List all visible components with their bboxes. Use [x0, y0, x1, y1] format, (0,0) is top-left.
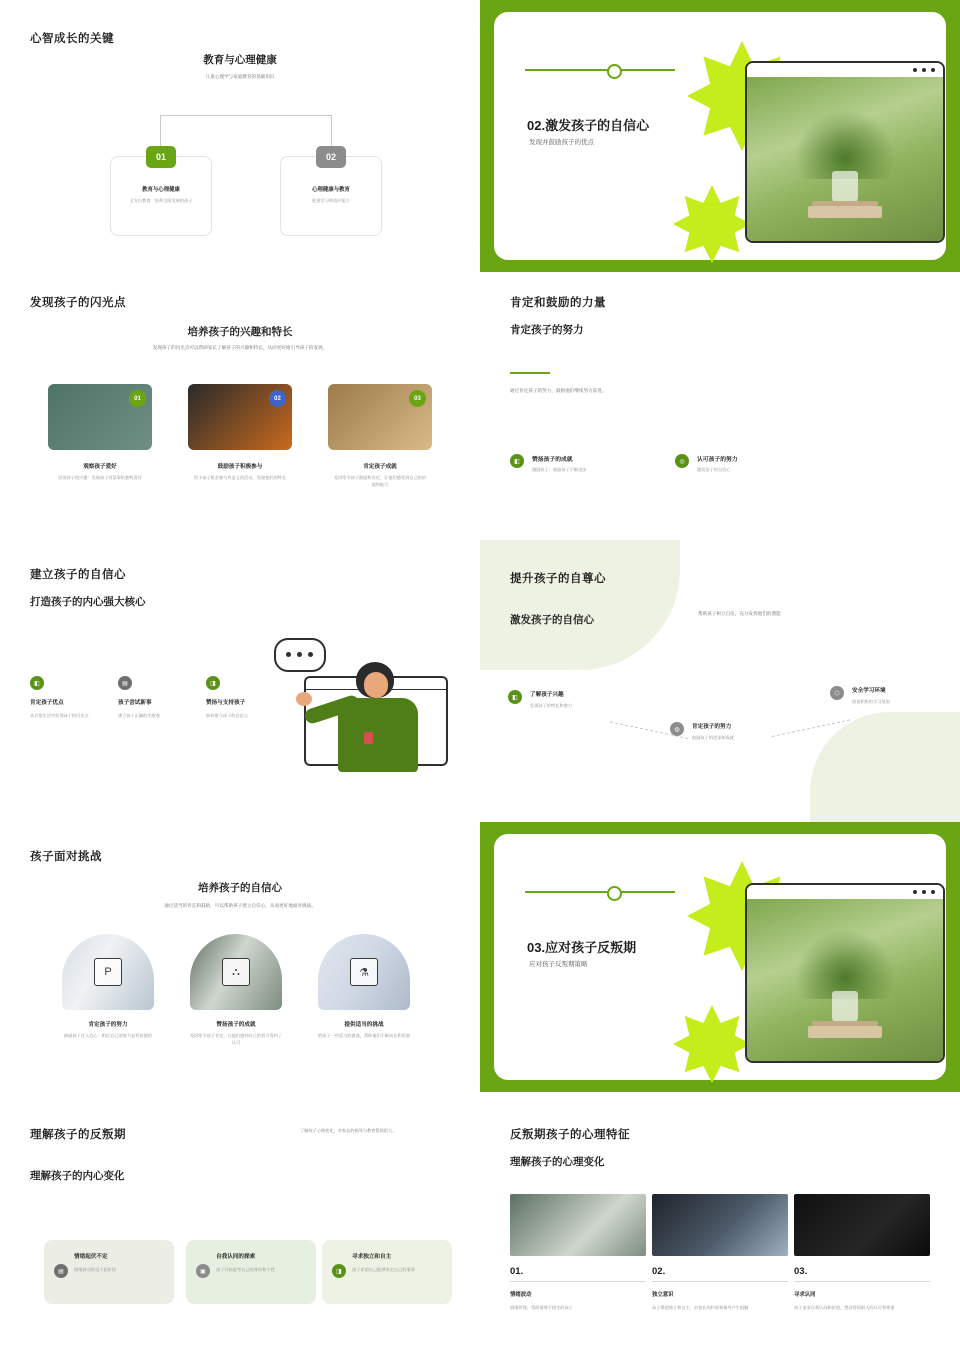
thumbnail-2[interactable]: [188, 384, 292, 450]
vase-shape: [832, 171, 858, 205]
book-icon: ▤: [118, 676, 132, 690]
panel-independence-label: 寻求独立和自主: [352, 1254, 392, 1260]
accent-rule: [510, 372, 550, 374]
arch-1-title: 肯定孩子的努力: [88, 1022, 128, 1028]
presentation-icon: P: [94, 958, 122, 986]
browser-mock: [745, 61, 945, 243]
slide1-kicker: 心智成长的关键: [30, 33, 114, 45]
thumb-1-title: 观察孩子爱好: [83, 464, 117, 470]
feature-recognize[interactable]: [675, 454, 738, 472]
slide5-title: 打造孩子的内心强大核心: [30, 596, 146, 608]
column-3-desc: 如何建立孩子的自信心: [206, 713, 248, 718]
slide6-title: 激发孩子的自信心: [510, 614, 594, 626]
trait-column-2[interactable]: [652, 1194, 788, 1312]
slide-self-esteem: [480, 540, 960, 822]
book-shape: [808, 1026, 882, 1038]
column-2[interactable]: [118, 676, 198, 718]
decor-dot-icon: [607, 886, 622, 901]
person-hand: [296, 692, 312, 706]
slide10-kicker: 反叛期孩子的心理特征: [510, 1129, 630, 1141]
thumb-3-desc: 及时给予孩子鼓励和肯定，让他们感受到自己的价值和能力: [333, 475, 427, 488]
megaphone-icon: ◧: [510, 454, 524, 468]
panel-identity[interactable]: [186, 1240, 316, 1304]
hands-icon: ◨: [206, 676, 220, 690]
hierarchy-icon: ⛬: [222, 958, 250, 986]
column-2-desc: 建立孩子正确的失败观: [118, 713, 160, 718]
column-3-label: 赞扬与支持孩子: [206, 700, 246, 706]
slide-discover-strengths: [0, 272, 480, 540]
thumb-1-desc: 识别孩子的兴趣：发现孩子对某事的独特喜好: [58, 475, 142, 480]
connector-line: [160, 115, 332, 146]
trait-3-label: 寻求认同: [794, 1292, 816, 1298]
plant-photo: [747, 77, 943, 241]
trait-2-image: [652, 1194, 788, 1256]
thumbs-up-icon: ◍: [670, 722, 684, 736]
id-badge-icon: [364, 732, 373, 744]
panel-emotions-label: 情绪起伏不定: [74, 1254, 108, 1260]
arch-image-3[interactable]: [318, 934, 410, 1010]
node-environment-label: 安全学习环境: [852, 688, 886, 694]
flag-icon: ◨: [332, 1264, 346, 1278]
slide8-heading: 03.应对孩子反叛期: [527, 940, 637, 955]
card-02-desc: 促进学习和适应能力: [312, 198, 350, 203]
slide7-subtitle: 通过适当的肯定和鼓励，可以帮助孩子建立自信心，从而更好地面对挑战。: [164, 903, 316, 908]
card-01-number: 01: [146, 146, 176, 168]
node-effort[interactable]: [670, 722, 734, 740]
leaves-shape: [795, 109, 895, 179]
trait-1-image: [510, 1194, 646, 1256]
slide3-subtitle: 发现孩子的闪光点可以帮助家长了解孩子的兴趣和特长，从而更好地引导孩子的发展。: [152, 345, 328, 350]
slide7-kicker: 孩子面对挑战: [30, 851, 102, 863]
node-effort-label: 肯定孩子的努力: [692, 724, 732, 730]
column-1-desc: 从日常生活中发现孩子的闪光点: [30, 713, 89, 718]
trait-1-number: 01.: [510, 1266, 524, 1277]
slide3-kicker: 发现孩子的闪光点: [30, 297, 126, 309]
plant-photo: [747, 899, 943, 1061]
illustration-person-laptop: [268, 636, 468, 796]
decor-blob-top: [480, 540, 680, 670]
card-01-title: 教育与心理健康: [142, 187, 180, 193]
slide-understanding-rebellion: [0, 1092, 480, 1352]
leaves-shape: [795, 929, 895, 999]
arch-2-desc: 及时给予孩子肯定，让他们感到自己的努力得到了认可: [189, 1033, 283, 1046]
divider: [794, 1281, 930, 1282]
column-2-label: 孩子尝试新事: [118, 700, 152, 706]
slide2-inner-panel: [494, 12, 946, 260]
arch-image-1[interactable]: [62, 934, 154, 1010]
slide1-title: 教育与心理健康: [203, 54, 277, 66]
panel-independence-desc: 孩子希望自己能够决定自己的事情: [352, 1267, 415, 1272]
slide2-subheading: 发现并鼓励孩子的优点: [529, 139, 594, 146]
panel-emotions-desc: 情绪波动常见于此阶段: [74, 1267, 116, 1272]
slide4-desc: 通过肯定孩子的努力，鼓励他们继续努力前进。: [510, 388, 607, 393]
slide-build-confidence: [0, 540, 480, 822]
node-environment[interactable]: [830, 686, 890, 704]
thumbnail-3[interactable]: [328, 384, 432, 450]
thumb-3-badge: 03: [409, 390, 426, 407]
thumb-2-desc: 给予孩子机会参与有意义的活动，发现他们的特长: [193, 475, 287, 480]
slide3-title: 培养孩子的兴趣和特长: [187, 326, 293, 338]
trait-2-label: 独立意识: [652, 1292, 674, 1298]
panel-identity-desc: 孩子开始思考自己的身份和个性: [216, 1267, 275, 1272]
slide-section-02-confidence: [480, 0, 960, 272]
starburst-icon-small: [673, 1005, 751, 1083]
arch-image-2[interactable]: [190, 934, 282, 1010]
trait-3-desc: 孩子追求自我认同和价值，想获得同龄人的认可和尊重: [794, 1305, 895, 1310]
arch-1-desc: 鼓励孩子注入信心：相信自己的努力是有价值的: [64, 1033, 152, 1038]
node-environment-desc: 创造积极的学习氛围: [852, 699, 890, 704]
slide-power-of-encouragement: [480, 272, 960, 540]
thumb-3-title: 肯定孩子成就: [363, 464, 397, 470]
column-1-label: 肯定孩子优点: [30, 700, 64, 706]
slide5-kicker: 建立孩子的自信心: [30, 569, 126, 581]
trait-3-image: [794, 1194, 930, 1256]
slide1-subtitle: 儿童心理学与家庭教育的基础知识: [205, 74, 275, 79]
slide4-kicker: 肯定和鼓励的力量: [510, 297, 606, 309]
card-02-number: 02: [316, 146, 346, 168]
trait-2-number: 02.: [652, 1266, 666, 1277]
slide9-desc: 了解孩子心理变化，对家长的指导与教育帮助很大。: [300, 1128, 397, 1133]
thumb-2-badge: 02: [269, 390, 286, 407]
node-effort-desc: 鼓励孩子的进步和成就: [692, 735, 734, 740]
feature-praise-label: 赞扬孩子的成就: [532, 457, 573, 463]
node-interest-label: 了解孩子兴趣: [530, 692, 564, 698]
slide6-kicker: 提升孩子的自尊心: [510, 573, 606, 585]
column-1[interactable]: [30, 676, 110, 718]
slide8-subheading: 应对孩子反叛期策略: [529, 961, 588, 968]
decor-line: [525, 69, 675, 71]
trait-column-3[interactable]: [794, 1194, 930, 1312]
slide9-title: 理解孩子的内心变化: [30, 1170, 125, 1182]
slide-education-mental-health: [0, 0, 480, 272]
decor-dot-icon: [607, 64, 622, 79]
node-interest[interactable]: [508, 690, 572, 708]
note-icon: ▤: [54, 1264, 68, 1278]
slide7-title: 培养孩子的自信心: [198, 882, 282, 894]
divider: [652, 1281, 788, 1282]
card-02[interactable]: [280, 152, 382, 236]
chat-icon: ▣: [196, 1264, 210, 1278]
thumb-2-title: 鼓励孩子积极参与: [217, 464, 263, 470]
arch-2-title: 赞扬孩子的成就: [216, 1022, 256, 1028]
slide-section-03-rebellion: [480, 822, 960, 1092]
vase-shape: [832, 991, 858, 1025]
flask-icon: ⚗: [350, 958, 378, 986]
arch-3-title: 提供适当的挑战: [344, 1022, 384, 1028]
slide8-inner-panel: [494, 834, 946, 1080]
trait-2-desc: 孩子渴望独立和自主，对家长的约束和指导产生抵触: [652, 1305, 749, 1310]
shield-icon: ⬡: [830, 686, 844, 700]
card-01-desc: 全方位教育：培养全面发展的孩子: [129, 198, 193, 203]
slide6-desc: 帮助孩子树立自信，充分发挥他们的潜能: [698, 611, 781, 616]
slide10-title: 理解孩子的心理变化: [510, 1156, 605, 1168]
megaphone-icon: ◧: [508, 690, 522, 704]
trait-column-1[interactable]: [510, 1194, 646, 1312]
divider: [510, 1281, 646, 1282]
slide2-heading: 02.激发孩子的自信心: [527, 118, 650, 133]
trait-1-label: 情绪波动: [510, 1292, 532, 1298]
card-02-title: 心理健康与教育: [312, 187, 350, 193]
card-01[interactable]: [110, 152, 212, 236]
arch-3-desc: 给孩子一些适当的挑战，帮助他们不断成长和发展: [317, 1033, 411, 1038]
thumbnail-1[interactable]: [48, 384, 152, 450]
slide-facing-challenges: [0, 822, 480, 1092]
feature-recognize-label: 认可孩子的努力: [697, 457, 738, 463]
browser-mock: [745, 883, 945, 1063]
node-interest-desc: 发现孩子的特长和潜力: [530, 703, 572, 708]
slide9-kicker: 理解孩子的反叛期: [30, 1129, 126, 1141]
thumb-1-badge: 01: [129, 390, 146, 407]
panel-emotions[interactable]: [44, 1240, 174, 1304]
browser-titlebar: [747, 63, 943, 78]
person-face: [364, 672, 388, 698]
speech-bubble-icon: [274, 638, 326, 672]
panel-independence[interactable]: [322, 1240, 452, 1304]
starburst-icon-small: [673, 185, 751, 263]
decor-blob-bottom: [810, 712, 960, 822]
feature-recognize-desc: 激发孩子的自信心: [697, 467, 731, 472]
trait-3-number: 03.: [794, 1266, 808, 1277]
browser-titlebar: [747, 885, 943, 900]
check-circle-icon: ◎: [675, 454, 689, 468]
trait-1-desc: 情绪管理，帮助情绪不稳定的孩子: [510, 1305, 573, 1310]
panel-identity-label: 自我认同的探索: [216, 1254, 256, 1260]
gift-icon: ◧: [30, 676, 44, 690]
feature-praise-desc: 激励孩子：鼓励孩子不断进步: [532, 467, 587, 472]
slide-psych-traits: [480, 1092, 960, 1352]
feature-praise[interactable]: [510, 454, 587, 472]
book-shape: [808, 206, 882, 218]
decor-line: [525, 891, 675, 893]
slide4-title: 肯定孩子的努力: [510, 324, 584, 336]
